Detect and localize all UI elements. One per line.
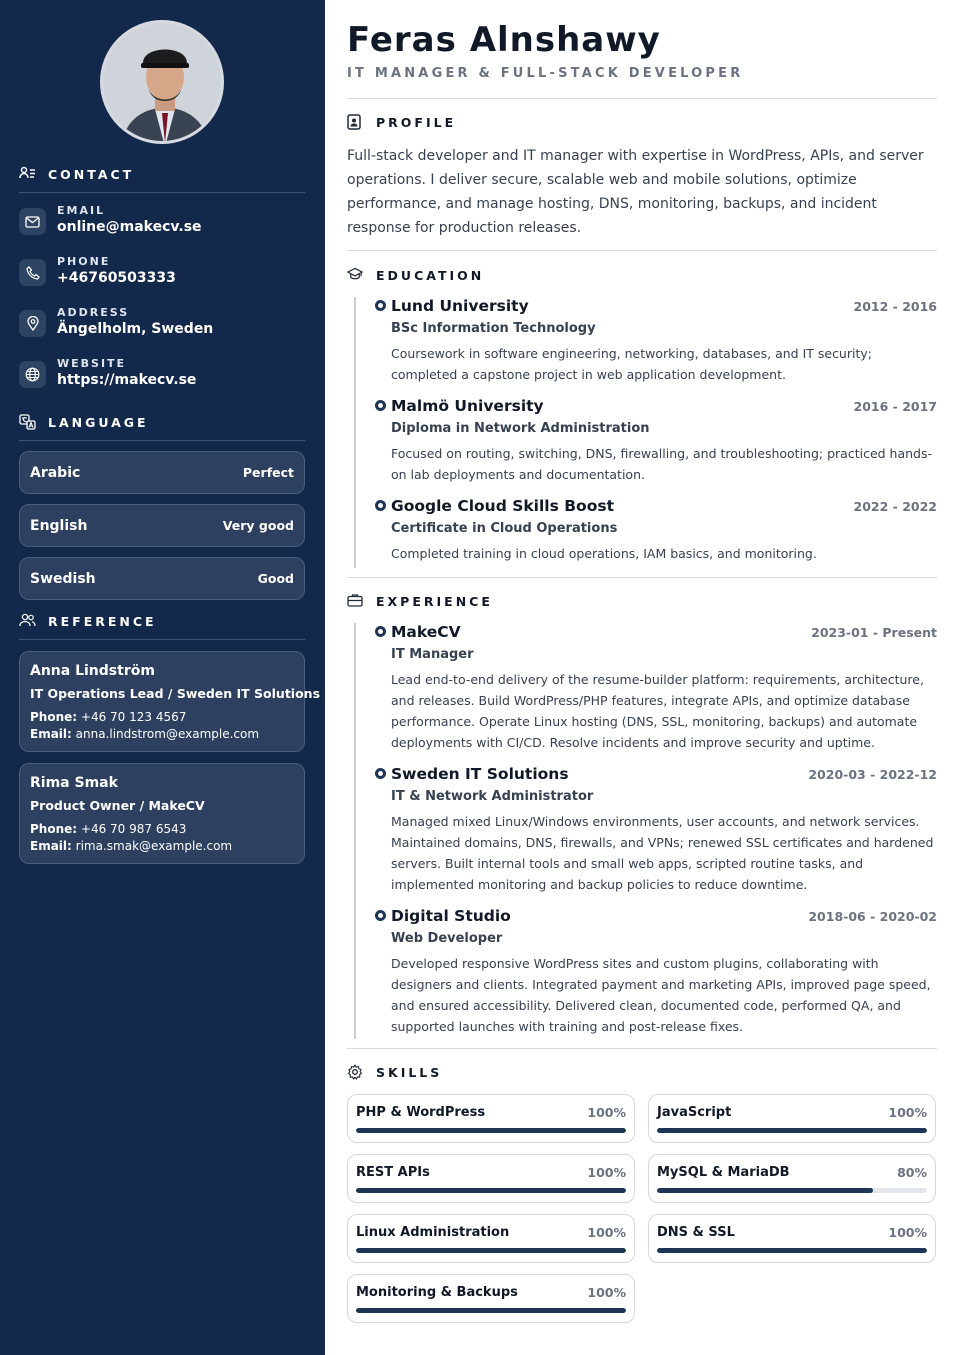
skill-card bbox=[648, 1154, 936, 1203]
skill-card bbox=[347, 1214, 635, 1263]
date-range: 2022 - 2022 bbox=[853, 499, 937, 514]
skill-percent: 100% bbox=[587, 1225, 626, 1240]
person-name: Feras Alnshawy bbox=[347, 20, 661, 60]
divider bbox=[347, 577, 937, 578]
skill-name: JavaScript bbox=[657, 1105, 732, 1120]
skill-card bbox=[347, 1274, 635, 1323]
website-link[interactable]: https://makecv.se bbox=[57, 372, 197, 388]
timeline-dot bbox=[375, 910, 386, 921]
skill-progress-bar bbox=[657, 1188, 927, 1193]
timeline-dot bbox=[375, 768, 386, 779]
mail-icon bbox=[19, 208, 46, 235]
position: IT Manager bbox=[391, 647, 474, 662]
timeline-dot bbox=[375, 626, 386, 637]
degree: Diploma in Network Administration bbox=[391, 421, 650, 436]
skill-progress-fill bbox=[356, 1188, 626, 1193]
company-name: Digital Studio bbox=[391, 907, 511, 925]
graduation-cap-icon bbox=[347, 267, 363, 283]
skill-name: MySQL & MariaDB bbox=[657, 1165, 790, 1180]
skill-progress-fill bbox=[657, 1248, 927, 1253]
experience-heading: EXPERIENCE bbox=[347, 593, 937, 609]
timeline-dot bbox=[375, 500, 386, 511]
date-range: 2016 - 2017 bbox=[853, 399, 937, 414]
reference-heading: REFERENCE bbox=[19, 613, 305, 640]
skill-progress-fill bbox=[657, 1188, 873, 1193]
institution-name: Lund University bbox=[391, 297, 529, 315]
divider bbox=[347, 1048, 937, 1049]
language-list bbox=[19, 451, 305, 600]
language-level: Good bbox=[257, 571, 294, 586]
company-name: MakeCV bbox=[391, 623, 461, 641]
language-level: Very good bbox=[222, 518, 294, 533]
profile-text: Full-stack developer and IT manager with expertise in WordPress, APIs, and server operations. I deliver secure, scalable web and mobile solutions, optimize performance, and manage hosting, DNS, monitoring, backups, and incident response for production releases. bbox=[347, 144, 937, 251]
skill-card bbox=[648, 1094, 936, 1143]
contact-heading: CONTACT bbox=[19, 166, 305, 193]
skill-progress-bar bbox=[356, 1248, 626, 1253]
language-name: Swedish bbox=[30, 570, 96, 587]
description: Focused on routing, switching, DNS, firewalling, and troubleshooting; practiced hands-on lab deployments and documentation. bbox=[391, 446, 933, 482]
education-heading: EDUCATION bbox=[347, 267, 937, 283]
skill-progress-bar bbox=[356, 1308, 626, 1313]
skill-progress-fill bbox=[356, 1248, 626, 1253]
education-timeline bbox=[354, 297, 937, 568]
sidebar bbox=[0, 0, 325, 1355]
skill-name: Linux Administration bbox=[356, 1225, 510, 1240]
skill-progress-bar bbox=[657, 1128, 927, 1133]
skills-heading: SKILLS bbox=[347, 1064, 937, 1080]
gear-icon bbox=[347, 1064, 363, 1080]
address-value: Ängelholm, Sweden bbox=[57, 321, 214, 337]
address-label: ADDRESS bbox=[57, 306, 130, 319]
location-pin-icon bbox=[19, 310, 46, 337]
reference-role: IT Operations Lead / Sweden IT Solutions bbox=[30, 686, 321, 701]
timeline-dot bbox=[375, 400, 386, 411]
globe-icon bbox=[19, 361, 46, 388]
skill-percent: 100% bbox=[587, 1105, 626, 1120]
email-label: EMAIL bbox=[57, 204, 106, 217]
phone-value[interactable]: +46760503333 bbox=[57, 270, 176, 286]
briefcase-icon bbox=[347, 593, 363, 609]
main-content bbox=[325, 0, 956, 1355]
language-level: Perfect bbox=[242, 465, 294, 480]
skill-percent: 100% bbox=[587, 1165, 626, 1180]
contact-website bbox=[19, 357, 305, 408]
reference-phone: Phone: +46 70 987 6543 bbox=[30, 822, 187, 836]
language-heading: LANGUAGE bbox=[19, 414, 305, 441]
education-entry bbox=[356, 497, 937, 564]
language-item bbox=[19, 557, 305, 600]
position: IT & Network Administrator bbox=[391, 789, 594, 804]
skill-progress-bar bbox=[356, 1128, 626, 1133]
reference-list bbox=[19, 651, 321, 864]
job-title: IT MANAGER & FULL-STACK DEVELOPER bbox=[347, 66, 937, 99]
reference-role: Product Owner / MakeCV bbox=[30, 798, 205, 813]
description: Lead end-to-end delivery of the resume-builder platform: requirements, architecture, and releases. Build WordPress/PHP features, integrate APIs, and optimize database performance. Operate Linux hosting (DNS, SSL, monitoring, backups) and automate deployments with CI/CD. Resolve incidents and improve security and uptime. bbox=[391, 672, 924, 750]
experience-timeline bbox=[354, 623, 937, 1039]
description: Developed responsive WordPress sites and custom plugins, collaborating with designers and clients. Integrated payment and marketing APIs, improved page speed, and ensured accessibility. Delivered clean, documented code, performed QA, and supported launches with training and post-release fixes. bbox=[391, 956, 931, 1034]
experience-entry bbox=[356, 765, 937, 895]
skill-progress-bar bbox=[657, 1248, 927, 1253]
skill-card bbox=[648, 1214, 936, 1263]
skill-name: REST APIs bbox=[356, 1165, 430, 1180]
contact-list bbox=[19, 204, 305, 408]
education-entry bbox=[356, 397, 937, 485]
skill-progress-bar bbox=[356, 1188, 626, 1193]
profile-heading: PROFILE bbox=[347, 114, 937, 130]
skill-percent: 80% bbox=[897, 1165, 927, 1180]
skill-name: DNS & SSL bbox=[657, 1225, 735, 1240]
phone-label: PHONE bbox=[57, 255, 111, 268]
language-name: English bbox=[30, 517, 88, 534]
skill-progress-fill bbox=[356, 1308, 626, 1313]
timeline-dot bbox=[375, 300, 386, 311]
reference-email: Email: rima.smak@example.com bbox=[30, 839, 233, 853]
date-range: 2023-01 - Present bbox=[811, 625, 937, 640]
language-item bbox=[19, 451, 305, 494]
language-name: Arabic bbox=[30, 464, 81, 481]
description: Managed mixed Linux/Windows environments, user accounts, and network services. Maintained domains, DNS, firewalls, and VPNs; renewed SSL certificates and hardened servers. Built internal tools and small web apps, scripted routine tasks, and implemented monitoring and backup policies to reduce downtime. bbox=[391, 814, 934, 892]
experience-entry bbox=[356, 907, 937, 1037]
skill-card bbox=[347, 1154, 635, 1203]
reference-phone: Phone: +46 70 123 4567 bbox=[30, 710, 187, 724]
reference-name: Rima Smak bbox=[30, 775, 118, 791]
skill-progress-fill bbox=[356, 1128, 626, 1133]
reference-card bbox=[19, 763, 305, 864]
date-range: 2018-06 - 2020-02 bbox=[808, 909, 937, 924]
skill-percent: 100% bbox=[888, 1105, 927, 1120]
skills-grid bbox=[347, 1094, 937, 1323]
skill-progress-fill bbox=[657, 1128, 927, 1133]
institution-name: Google Cloud Skills Boost bbox=[391, 497, 614, 515]
translate-icon bbox=[19, 414, 37, 430]
education-entry bbox=[356, 297, 937, 385]
date-range: 2020-03 - 2022-12 bbox=[808, 767, 937, 782]
description: Completed training in cloud operations, IAM basics, and monitoring. bbox=[391, 546, 817, 561]
profile-photo bbox=[103, 23, 224, 144]
contact-phone bbox=[19, 255, 305, 306]
skill-percent: 100% bbox=[587, 1285, 626, 1300]
users-icon bbox=[19, 613, 37, 629]
skill-card bbox=[347, 1094, 635, 1143]
phone-icon bbox=[19, 259, 46, 286]
experience-entry bbox=[356, 623, 937, 753]
website-label: WEBSITE bbox=[57, 357, 127, 370]
language-item bbox=[19, 504, 305, 547]
email-value[interactable]: online@makecv.se bbox=[57, 219, 202, 235]
reference-card bbox=[19, 651, 321, 752]
degree: Certificate in Cloud Operations bbox=[391, 521, 618, 536]
description: Coursework in software engineering, networking, databases, and IT security; completed a capstone project in web application development. bbox=[391, 346, 872, 382]
institution-name: Malmö University bbox=[391, 397, 544, 415]
date-range: 2012 - 2016 bbox=[853, 299, 937, 314]
degree: BSc Information Technology bbox=[391, 321, 596, 336]
id-badge-icon bbox=[347, 114, 363, 130]
contact-email bbox=[19, 204, 305, 255]
skill-name: Monitoring & Backups bbox=[356, 1285, 518, 1300]
position: Web Developer bbox=[391, 931, 503, 946]
avatar bbox=[100, 20, 224, 144]
company-name: Sweden IT Solutions bbox=[391, 765, 569, 783]
reference-name: Anna Lindström bbox=[30, 663, 155, 679]
reference-email: Email: anna.lindstrom@example.com bbox=[30, 727, 260, 741]
contact-card-icon bbox=[19, 166, 37, 182]
contact-address bbox=[19, 306, 305, 357]
skill-name: PHP & WordPress bbox=[356, 1105, 486, 1120]
skill-percent: 100% bbox=[888, 1225, 927, 1240]
